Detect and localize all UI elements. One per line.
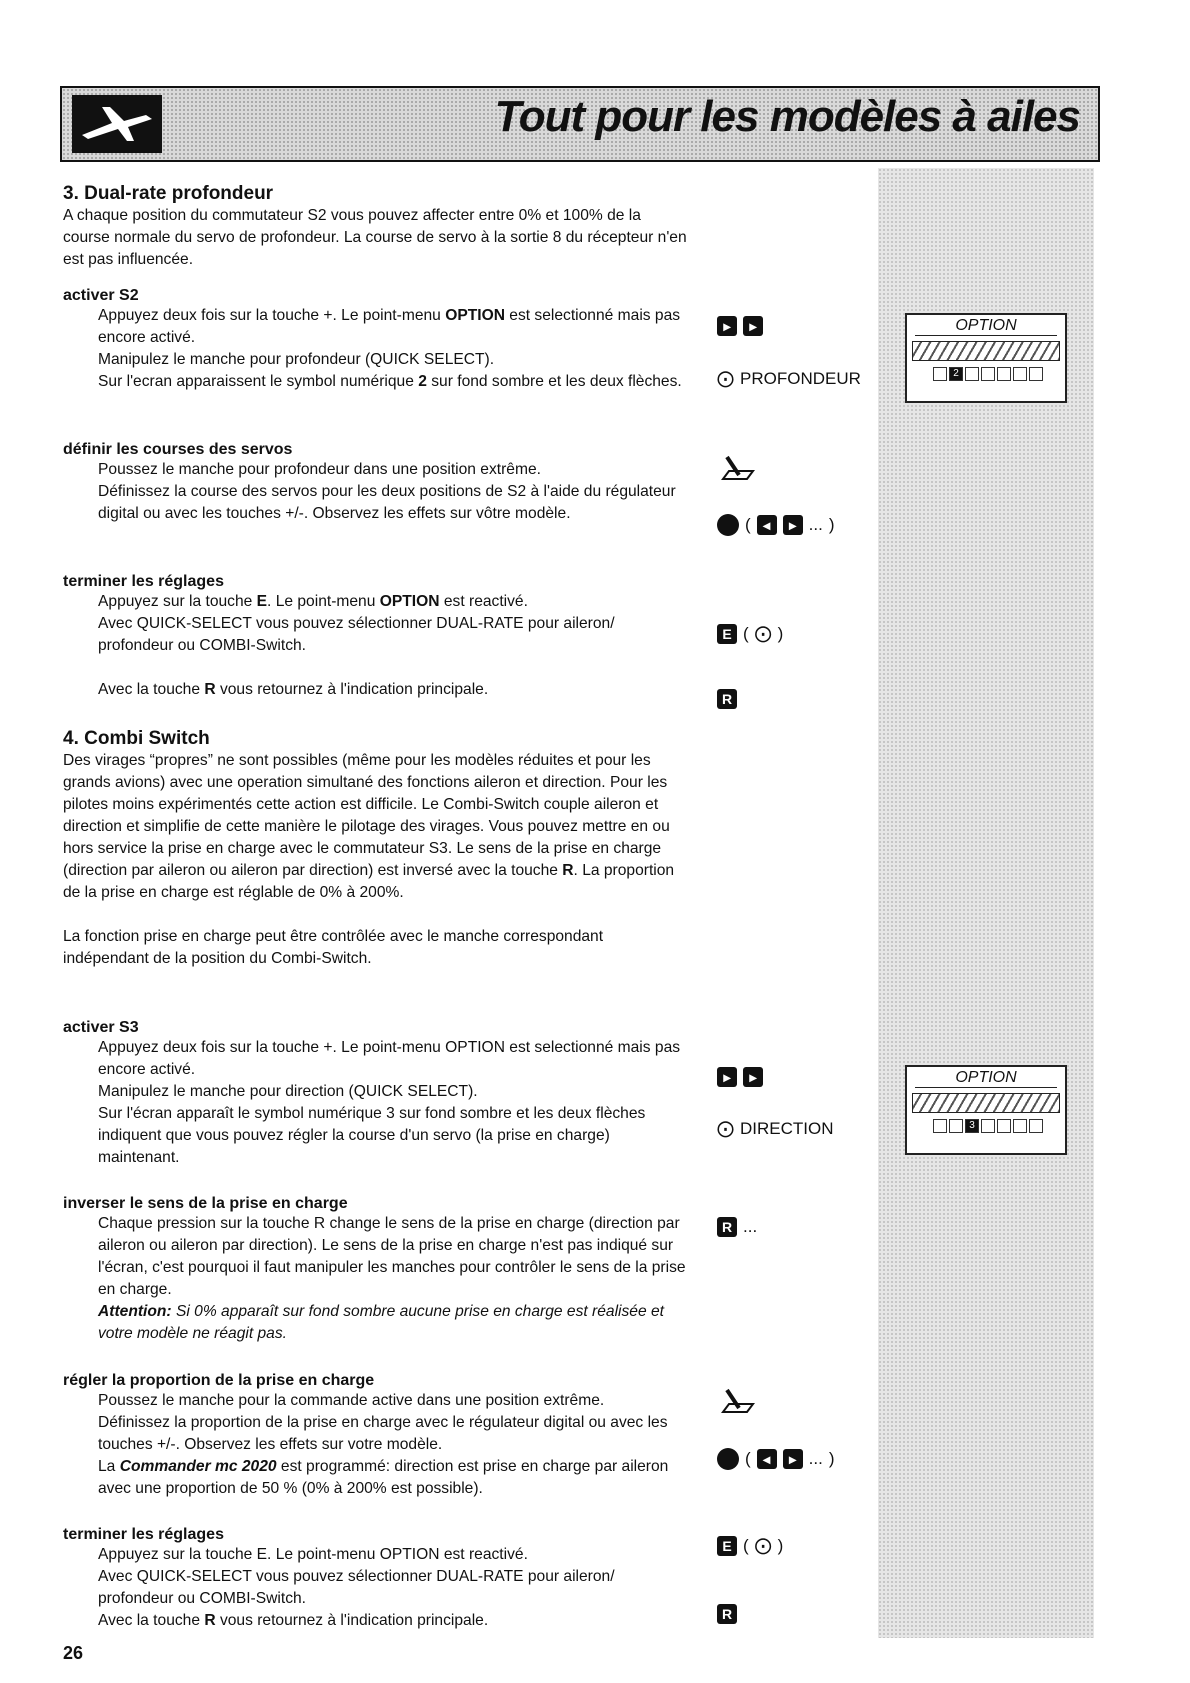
subheading: définir les courses des servos: [63, 441, 293, 458]
instruction: Définissez la course des servos pour les deux positions de S2 à l'aide du régulateur digital ou avec les touches +/-. Observez les effets sur vôtre modèle.: [98, 483, 676, 522]
subheading: inverser le sens de la prise en charge: [63, 1195, 348, 1212]
arrow-left-icon: ◂: [757, 515, 777, 535]
dial-icon: [717, 1448, 739, 1470]
lcd-active-cell: 2: [949, 367, 963, 381]
arrow-right-icon: ▸: [717, 1067, 737, 1087]
instruction: Appuyez sur la touche E. Le point-menu OPTION est reactivé.: [98, 593, 528, 610]
arrow-right-icon: ▸: [743, 1067, 763, 1087]
servo-icon: ⨀: [717, 369, 734, 388]
lcd-display-2: [905, 1065, 1067, 1155]
instruction: Définissez la proportion de la prise en charge avec le régulateur digital ou avec les touches +/-. Observez les effets sur votre modèle.: [98, 1414, 668, 1453]
instruction: Poussez le manche pour profondeur dans une position extrême.: [98, 461, 541, 478]
dial-icon: [717, 514, 739, 536]
instruction: Avec la touche R vous retournez à l'indication principale.: [98, 1612, 489, 1629]
arrow-right-icon: ▸: [783, 1449, 803, 1469]
instruction: Avec la touche R vous retournez à l'indication principale.: [98, 681, 489, 698]
page-title: Tout pour les modèles à ailes: [494, 92, 1080, 141]
instruction: Poussez le manche pour la commande active dans une position extrême.: [98, 1392, 605, 1409]
instruction: Appuyez sur la touche E. Le point-menu OPTION est reactivé.: [98, 1546, 528, 1563]
paragraph: Des virages “propres” ne sont possibles (même pour les modèles réduites et pour les grands avions) avec une operation simultané des fonctions aileron et direction. Pour les pilotes moins expérimentés cette action est difficile. Le Combi-Switch couple aileron et direction et simplifie de cette manière le pilotage des virages. Vous pouvez mettre en ou hors service la prise en charge avec le commutateur S3. Le sens de la prise en charge (direction par aileron ou aileron par direction) est inversé avec la touche R. La proportion de la prise en charge est réglable de 0% à 200%.: [63, 752, 675, 901]
key-e-group: E ( ⨀ ): [717, 624, 783, 644]
key-r-group: R ...: [717, 1217, 757, 1237]
instruction: Chaque pression sur la touche R change le sens de la prise en charge (direction par aileron ou aileron par direction). Le sens de la prise en charge n'est pas indiqué sur l'écran, c'est pourquoi il faut manipuler les manches pour contrôler le sens de la prise en charge.: [98, 1215, 686, 1298]
airplane-icon: [72, 95, 162, 153]
instruction: La Commander mc 2020 est programmé: direction est prise en charge par aileron avec une proportion de 50 % (0% à 200% est possible).: [98, 1458, 669, 1497]
subheading: activer S3: [63, 1019, 139, 1036]
key-e: E: [717, 624, 737, 644]
subheading: terminer les réglages: [63, 573, 224, 590]
arrow-right-icon: ▸: [717, 316, 737, 336]
plus-keys: [717, 1067, 763, 1087]
key-r: R: [717, 1604, 737, 1624]
key-r-group: [717, 689, 737, 709]
key-e-group: E ( ⨀ ): [717, 1536, 783, 1556]
stick-icon: [717, 449, 757, 489]
lcd-cells: [933, 367, 1061, 381]
servo-icon: ⨀: [717, 1119, 734, 1138]
key-r: R: [717, 689, 737, 709]
instruction: Manipulez le manche pour direction (QUICK SELECT).: [98, 1083, 478, 1100]
profondeur-label: ⨀ PROFONDEUR: [717, 369, 861, 388]
paragraph: La fonction prise en charge peut être contrôlée avec le manche correspondant indépendant de la position du Combi-Switch.: [63, 928, 604, 967]
lcd-cells: [933, 1119, 1061, 1133]
paragraph: A chaque position du commutateur S2 vous pouvez affecter entre 0% et 100% de la course normale du servo de profondeur. La course de servo à la sortie 8 du récepteur n'en est pas influencée.: [63, 207, 687, 268]
servo-icon: ⨀: [754, 1536, 772, 1555]
section-heading: 4. Combi Switch: [63, 728, 210, 749]
digital-dial-keys: ( ◂ ▸ ... ): [717, 1448, 835, 1470]
section-heading: 3. Dual-rate profondeur: [63, 183, 274, 204]
instruction: Appuyez deux fois sur la touche +. Le point-menu OPTION est selectionné mais pas encore activé.: [98, 307, 681, 346]
arrow-left-icon: ◂: [757, 1449, 777, 1469]
digital-dial-keys: ( ◂ ▸ ... ): [717, 514, 835, 536]
subheading: régler la proportion de la prise en charge: [63, 1372, 375, 1389]
lcd-label: OPTION: [915, 317, 1057, 336]
plus-keys: [717, 316, 763, 336]
lcd-display-1: [905, 313, 1067, 403]
key-e: E: [717, 1536, 737, 1556]
subheading: terminer les réglages: [63, 1526, 224, 1543]
instruction: Avec QUICK-SELECT vous pouvez sélectionner DUAL-RATE pour aileron/ profondeur ou COMBI-Switch.: [98, 615, 615, 654]
key-r-group: [717, 1604, 737, 1624]
subheading: activer S2: [63, 287, 139, 304]
direction-label: ⨀ DIRECTION: [717, 1119, 834, 1138]
instruction: Sur l'écran apparaît le symbol numérique 3 sur fond sombre et les deux flèches indiquent que vous pouvez régler la course d'un servo (la prise en charge) maintenant.: [98, 1105, 646, 1166]
instruction: Manipulez le manche pour profondeur (QUICK SELECT).: [98, 351, 495, 368]
page-number: 26: [63, 1643, 84, 1663]
page-header: [60, 86, 1100, 162]
key-r: R: [717, 1217, 737, 1237]
lcd-bar: [912, 1093, 1060, 1113]
lcd-active-cell: 3: [965, 1119, 979, 1133]
servo-icon: ⨀: [754, 624, 772, 643]
arrow-right-icon: ▸: [783, 515, 803, 535]
attention-note: Attention: Si 0% apparaît sur fond sombre aucune prise en charge est réalisée et votre modèle ne réagit pas.: [98, 1303, 664, 1342]
instruction: Appuyez deux fois sur la touche +. Le point-menu OPTION est selectionné mais pas encore activé.: [98, 1039, 681, 1078]
instruction: Avec QUICK-SELECT vous pouvez sélectionner DUAL-RATE pour aileron/ profondeur ou COMBI-Switch.: [98, 1568, 615, 1607]
stick-icon: [717, 1382, 757, 1422]
lcd-bar: [912, 341, 1060, 361]
lcd-label: OPTION: [915, 1069, 1057, 1088]
arrow-right-icon: ▸: [743, 316, 763, 336]
instruction: Sur l'ecran apparaissent le symbol numérique 2 sur fond sombre et les deux flèches.: [98, 373, 682, 390]
